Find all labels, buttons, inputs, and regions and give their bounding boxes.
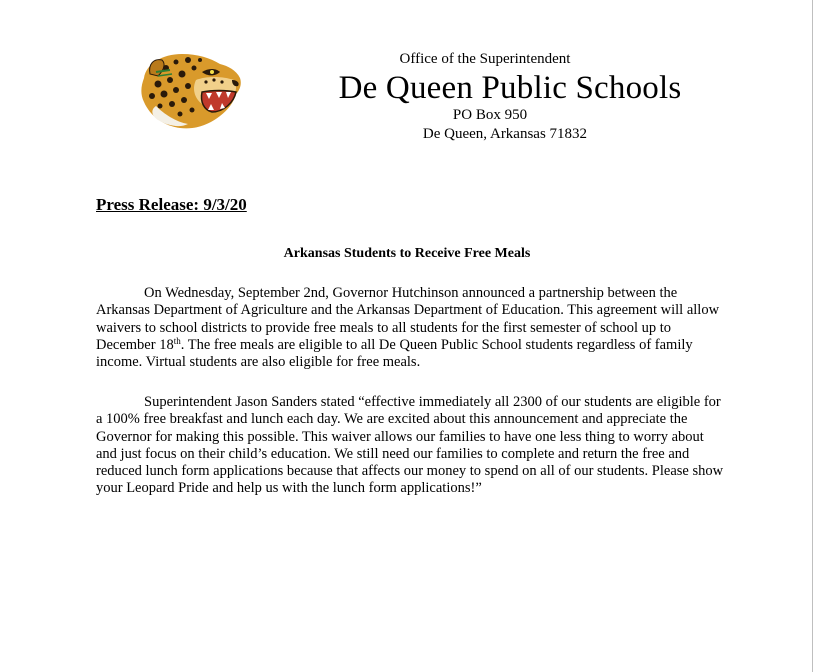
city-state-zip: De Queen, Arkansas 71832	[422, 126, 588, 142]
paragraph-announcement-text-end: . The free meals are eligible to all De Queen Public School students regardless of family income. Virtual students are also eligible for free meals.	[96, 336, 693, 371]
paragraph-announcement	[96, 285, 726, 371]
press-release-label: Press Release: 9/3/20	[96, 195, 247, 214]
district-name: De Queen Public Schools	[338, 70, 682, 106]
paragraph-superintendent-quote: Superintendent Jason Sanders stated “effective immediately all 2300 of our students are eligible for a 100% free breakfast and lunch each day. We are excited about this announcement and appreciate the Governor for making this possible. This waiver allows our families to have one less thing to worry about and just focus on their child’s education. We still need our families to complete and return the free and reduced lunch form applications because that affects our money to spend on all of our students. Please show your Leopard Pride and help us with the lunch form applications!”	[96, 394, 724, 497]
paragraph-announcement-text: On Wednesday, September 2nd, Governor Hutchinson announced a partnership between the Arkansas Department of Agriculture and the Arkansas Department of Education. This agreement will allow waivers to school districts to provide free meals to all students for the first semester of school up to December 18	[96, 285, 720, 353]
ordinal-suffix: th	[173, 335, 181, 346]
office-title: Office of the Superintendent	[399, 51, 571, 67]
headline: Arkansas Students to Receive Free Meals	[283, 246, 531, 261]
leopard-mascot-icon	[136, 50, 246, 132]
po-box: PO Box 950	[452, 107, 528, 123]
